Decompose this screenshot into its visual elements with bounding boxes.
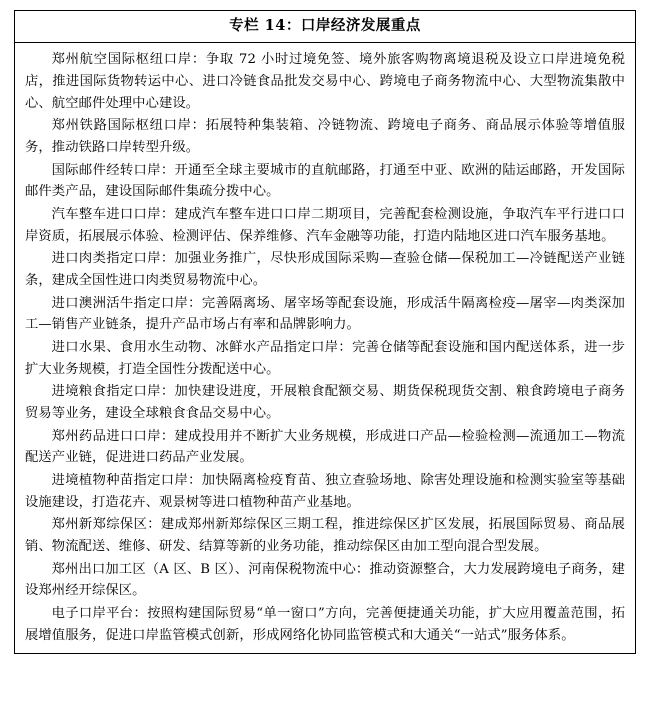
paragraph: 郑州出口加工区（A 区、B 区）、河南保税物流中心：推动资源整合，大力发展跨境电子商务，建设郑州经开综保区。 [25, 561, 625, 599]
paragraph: 郑州航空国际枢纽口岸：争取 72 小时过境免签、境外旅客购物离境退税及设立口岸进境免税店，推进国际货物转运中心、进口冷链食品批发交易中心、跨境电子商务物流中心、大型物流集散中心、航空邮件处理中心建设。 [25, 52, 625, 111]
paragraph: 进口肉类指定口岸：加强业务推广，尽快形成国际采购—查验仓储—保税加工—冷链配送产业链条，建成全国性进口肉类贸易物流中心。 [25, 251, 625, 289]
paragraph: 郑州药品进口口岸：建成投用并不断扩大业务规模，形成进口产品—检验检测—流通加工—物流配送产业链，促进进口药品产业发展。 [25, 428, 625, 466]
feature-box [14, 10, 636, 654]
box-title: 专栏 14：口岸经济发展重点 [15, 11, 635, 43]
paragraph: 汽车整车进口口岸：建成汽车整车进口口岸二期项目，完善配套检测设施，争取汽车平行进口口岸资质，拓展展示体验、检测评估、保养维修、汽车金融等功能，打造内陆地区进口汽车服务基地。 [25, 207, 625, 244]
paragraph: 郑州新郑综保区：建成郑州新郑综保区三期工程，推进综保区扩区发展，拓展国际贸易、商品展销、物流配送、维修、研发、结算等新的业务功能，推动综保区由加工型向混合型发展。 [25, 517, 625, 555]
paragraph: 电子口岸平台：按照构建国际贸易“单一窗口”方向，完善便捷通关功能，扩大应用覆盖范围，拓展增值服务，促进口岸监管模式创新，形成网络化协同监管模式和大通关“一站式”服务体系。 [25, 606, 625, 643]
paragraph: 进境植物种苗指定口岸：加快隔离检疫ް育苗、独立查验场地、除害处理设施和检测实验室等基础设施建设，打造花卉、观景树等进口植物种苗产业基地。 [25, 473, 625, 510]
paragraph: 进境粮食指定口岸：加快建设进度，开展粮食配额交易、期货保税现货交割、粮食跨境电子商务贸易等业务，建设全球粮食食品交易中心。 [25, 384, 625, 422]
paragraph: 进口澳洲活牛指定口岸：完善隔离场、屠宰场等配套设施，形成活牛隔离检疫—屠宰—肉类深加工—销售产业链条，提升产品市场占有率和品牌影响力。 [25, 295, 625, 333]
box-body [15, 43, 635, 653]
paragraph: 进口水果、食用水生动物、冰鲜水产品指定口岸：完善仓储等配套设施和国内配送体系，进一步扩大业务规模，打造全国性分拨配送中心。 [25, 340, 625, 377]
paragraph: 郑州铁路国际枢纽口岸：拓展特种集装箱、冷链物流、跨境电子商务、商品展示体验等增值服务，推动铁路口岸转型升级。 [25, 118, 625, 155]
paragraph: 国际邮件经转口岸：开通至全球主要城市的直航邮路，打通至中亚、欧洲的陆运邮路，开发国际邮件类产品，建设国际邮件集疏分拨中心。 [25, 162, 625, 200]
